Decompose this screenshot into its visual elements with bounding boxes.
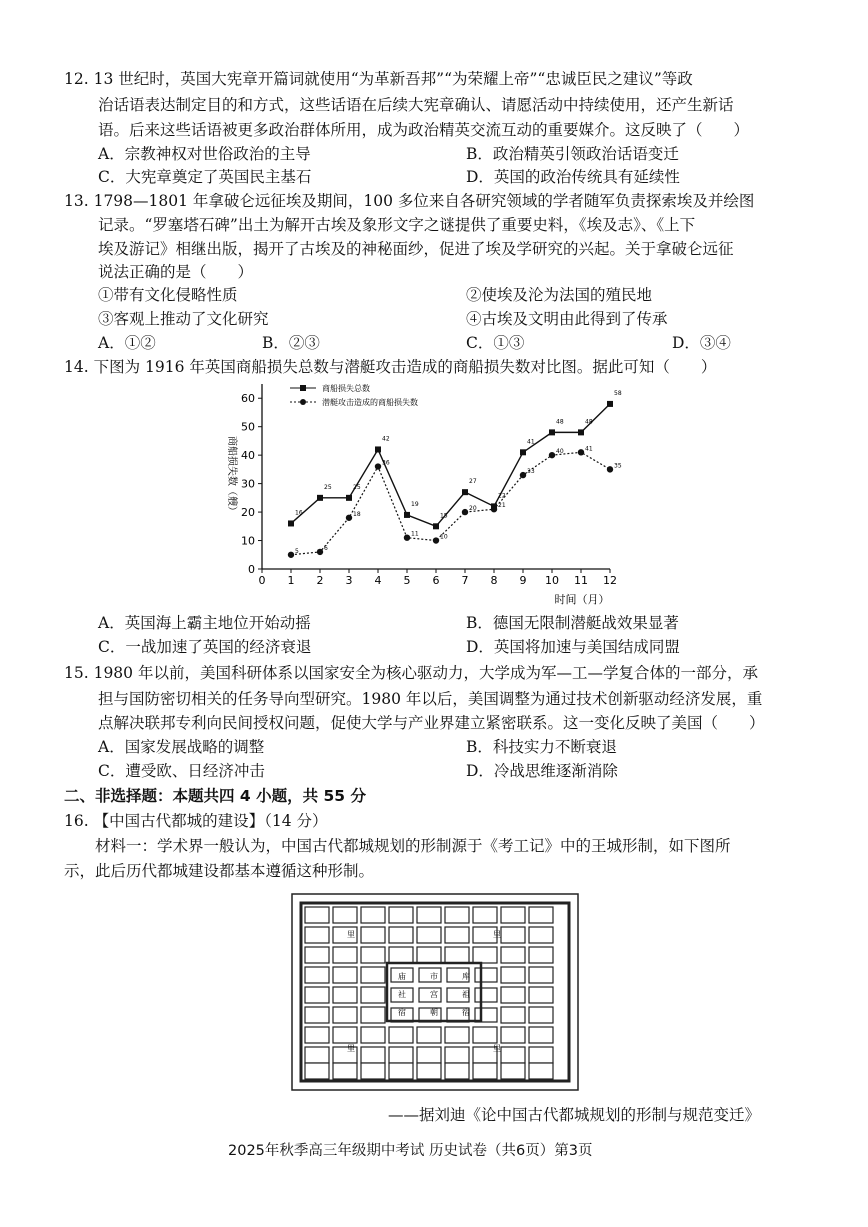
data-label: 21 (498, 502, 506, 510)
data-point-submarine (433, 537, 439, 543)
merchant-ship-loss-chart (212, 376, 624, 612)
data-label: 25 (324, 483, 332, 491)
city-block (333, 1007, 357, 1023)
y-axis-label: 商船损失数（艘） (226, 436, 237, 516)
label-li-bl: 里 (347, 1044, 355, 1053)
x-tick-label: 6 (432, 574, 440, 587)
y-tick-label: 10 (241, 534, 255, 548)
q12-option-b: B．政治精英引领政治话语变迁 (466, 145, 679, 163)
q13-stem-line2: 记录。“罗塞塔石碑”出土为解开古埃及象形文字之谜提供了重要史料，《埃及志》、《上下 (98, 216, 696, 234)
city-block (417, 947, 441, 963)
city-block (333, 1063, 357, 1079)
q12-stem-line2: 治话语表达制定目的和方式，这些话语在后续大宪章确认、请愿活动中持续使用，还产生新话 (98, 96, 734, 114)
data-label: 5 (295, 547, 299, 555)
data-point-submarine (288, 552, 294, 558)
label-li-tl: 里 (347, 930, 355, 939)
data-label: 33 (527, 468, 535, 476)
city-block (529, 967, 553, 983)
q15-option-a: A．国家发展战略的调整 (98, 738, 265, 756)
city-block (305, 987, 329, 1003)
q12-option-a: A．宗教神权对世俗政治的主导 (98, 145, 311, 163)
q15-stem-line1: 15. 1980 年以前，美国科研体系以国家安全为核心驱动力，大学成为军—工—学复合体的一部分，承 (64, 664, 758, 682)
city-block (475, 988, 497, 1002)
label-li-tr: 里 (493, 930, 501, 939)
section-2-heading: 二、非选择题：本题共四 4 小题，共 55 分 (64, 787, 366, 805)
q14-option-d: D．英国将加速与美国结成同盟 (466, 638, 680, 656)
city-block (389, 927, 413, 943)
data-label: 10 (440, 533, 448, 541)
x-tick-label: 1 (287, 574, 295, 587)
label-ku: 库 (462, 972, 470, 981)
label-she: 社 (398, 990, 406, 999)
city-block (389, 1027, 413, 1043)
data-label: 15 (440, 512, 448, 520)
city-block (417, 1027, 441, 1043)
q13-option-b: B．②③ (262, 334, 320, 352)
city-block (473, 1027, 497, 1043)
label-su-r: 宿 (462, 1008, 470, 1017)
data-point-submarine (607, 466, 613, 472)
data-point-submarine (404, 534, 410, 540)
data-label: 27 (469, 478, 477, 486)
x-tick-label: 4 (374, 574, 382, 587)
city-block (501, 947, 525, 963)
q14-option-b: B．德国无限制潜艇战效果显著 (466, 614, 679, 632)
q12-option-d: D．英国的政治传统具有延续性 (466, 168, 680, 186)
city-blocks (305, 907, 553, 1079)
city-block (389, 907, 413, 923)
city-block (445, 1027, 469, 1043)
data-label: 41 (527, 438, 535, 446)
data-label: 19 (411, 500, 419, 508)
city-block (417, 907, 441, 923)
city-block (473, 947, 497, 963)
city-block (333, 1027, 357, 1043)
q14-option-c: C．一战加速了英国的经济衰退 (98, 638, 312, 656)
label-gong: 宫 (430, 990, 438, 999)
x-tick-label: 10 (545, 574, 559, 587)
series-line-2 (291, 452, 610, 554)
city-block (501, 927, 525, 943)
q12-stem-line3: 语。后来这些话语被更多政治群体所用，成为政治精英交流互动的重要媒介。这反映了（ ） (98, 121, 750, 139)
city-block (445, 1047, 469, 1063)
q15-option-b: B．科技实力不断衰退 (466, 738, 617, 756)
city-block (333, 907, 357, 923)
data-label: 41 (585, 445, 593, 453)
data-label: 25 (353, 483, 361, 491)
city-block (417, 927, 441, 943)
legend-label-2: 潜艇攻击造成的商船损失数 (322, 398, 418, 407)
label-shi: 市 (430, 972, 438, 981)
city-block (305, 1063, 329, 1079)
data-point-total (375, 446, 381, 452)
city-block (361, 947, 385, 963)
q15-option-c: C．遭受欧、日经济冲击 (98, 762, 265, 780)
x-tick-label: 0 (258, 574, 266, 587)
city-block (361, 967, 385, 983)
city-block (417, 1047, 441, 1063)
data-point-total (607, 401, 613, 407)
city-block (361, 907, 385, 923)
city-block (445, 1063, 469, 1079)
q12-stem-line1: 12. 13 世纪时，英国大宪章开篇词就使用“为革新吾邦”“为荣耀上帝”“忠诚臣民之建议”等政 (64, 70, 693, 88)
data-label: 40 (556, 448, 564, 456)
city-block (473, 907, 497, 923)
city-block (361, 1063, 385, 1079)
data-point-submarine (578, 449, 584, 455)
page-footer: 2025年秋季高三年级期中考试 历史试卷（共6页）第3页 (228, 1143, 593, 1159)
q16-source: ——据刘迪《论中国古代都城规划的形制与规范变迁》 (388, 1106, 761, 1124)
city-block (473, 1063, 497, 1079)
city-block (529, 907, 553, 923)
city-block (333, 967, 357, 983)
x-tick-label: 12 (603, 574, 617, 587)
city-block (361, 1027, 385, 1043)
city-block (417, 1063, 441, 1079)
city-block (529, 1047, 553, 1063)
label-zu: 祖 (462, 990, 470, 999)
city-block (333, 987, 357, 1003)
city-block (529, 1063, 553, 1079)
x-tick-label: 8 (490, 574, 498, 587)
data-point-submarine (520, 472, 526, 478)
city-block (529, 947, 553, 963)
q13-stem-line4: 说法正确的是（ ） (98, 263, 254, 281)
data-label: 16 (295, 509, 303, 517)
city-block (389, 947, 413, 963)
x-tick-label: 7 (461, 574, 469, 587)
city-block (305, 947, 329, 963)
q14-stem: 14. 下图为 1916 年英国商船损失总数与潜艇攻击造成的商船损失数对比图。据此可知（ ） (64, 358, 717, 376)
city-block (389, 1047, 413, 1063)
data-point-submarine (375, 463, 381, 469)
data-point-submarine (317, 549, 323, 555)
city-block (501, 967, 525, 983)
data-point-total (404, 512, 410, 518)
data-label: 35 (614, 462, 622, 470)
q13-item-4: ④古埃及文明由此得到了传承 (466, 310, 668, 328)
city-block (305, 1047, 329, 1063)
city-block (305, 967, 329, 983)
data-label: 22 (498, 492, 506, 500)
x-tick-label: 9 (519, 574, 527, 587)
data-label: 48 (585, 418, 593, 426)
q14-option-a: A．英国海上霸主地位开始动摇 (98, 614, 311, 632)
q13-item-3: ③客观上推动了文化研究 (98, 310, 269, 328)
q16-material1-line2: 示，此后历代都城建设都基本遵循这种形制。 (64, 862, 375, 880)
city-block (475, 968, 497, 982)
q13-stem-line3: 埃及游记》相继出版，揭开了古埃及的神秘面纱，促进了埃及学研究的兴起。关于拿破仑远征 (98, 240, 734, 258)
q16-material1-line1: 材料一：学术界一般认为，中国古代都城规划的形制源于《考工记》中的王城形制，如下图所 (64, 837, 731, 855)
data-point-total (433, 523, 439, 529)
data-point-submarine (549, 452, 555, 458)
legend-marker-1 (300, 385, 306, 391)
x-tick-label: 5 (403, 574, 411, 587)
city-block (529, 1007, 553, 1023)
data-label: 6 (324, 544, 328, 552)
q13-item-2: ②使埃及沦为法国的殖民地 (466, 286, 653, 304)
data-point-total (549, 429, 555, 435)
q13-stem-line1: 13. 1798—1801 年拿破仑远征埃及期间，100 多位来自各研究领域的学者随军负责探索埃及并绘图 (64, 192, 755, 210)
city-block (501, 1047, 525, 1063)
data-point-total (317, 495, 323, 501)
city-block (501, 1007, 525, 1023)
data-point-total (462, 489, 468, 495)
city-block (305, 907, 329, 923)
x-tick-label: 3 (345, 574, 353, 587)
data-point-total (578, 429, 584, 435)
q15-option-d: D．冷战思维逐渐消除 (466, 762, 618, 780)
data-point-total (288, 520, 294, 526)
data-label: 42 (382, 435, 390, 443)
x-axis-label: 时间（月） (554, 593, 610, 606)
q13-option-d: D．③④ (672, 334, 731, 352)
city-block (389, 1063, 413, 1079)
city-block (361, 987, 385, 1003)
wangcheng-city-plan-diagram (291, 893, 579, 1091)
label-miao: 庙 (398, 972, 406, 981)
data-label: 48 (556, 418, 564, 426)
y-tick-label: 30 (241, 477, 255, 491)
city-block (361, 927, 385, 943)
q16-title: 16. 【中国古代都城的建设】（14 分） (64, 812, 328, 830)
q15-stem-line2: 担与国防密切相关的任务导向型研究。1980 年以后，美国调整为通过技术创新驱动经济发展，重 (98, 690, 763, 708)
data-point-submarine (462, 509, 468, 515)
city-block (305, 1007, 329, 1023)
city-block (501, 1063, 525, 1079)
city-block (305, 1027, 329, 1043)
data-label: 36 (382, 459, 390, 467)
city-block (445, 927, 469, 943)
city-block (305, 927, 329, 943)
q13-option-c: C．①③ (466, 334, 525, 352)
city-block (501, 987, 525, 1003)
data-point-total (346, 495, 352, 501)
city-block (445, 947, 469, 963)
data-point-submarine (491, 506, 497, 512)
label-li-br: 里 (493, 1044, 501, 1053)
x-tick-label: 11 (574, 574, 588, 587)
city-block (361, 1007, 385, 1023)
data-point-total (520, 449, 526, 455)
y-tick-label: 40 (241, 449, 255, 463)
x-tick-label: 2 (316, 574, 324, 587)
city-block (445, 907, 469, 923)
legend-label-1: 商船损失总数 (322, 384, 370, 393)
y-tick-label: 0 (248, 563, 255, 576)
q13-option-a: A．①② (98, 334, 156, 352)
city-block (501, 907, 525, 923)
data-label: 18 (353, 510, 361, 518)
legend-marker-2 (300, 399, 306, 405)
y-tick-label: 60 (241, 392, 255, 406)
city-block (529, 1027, 553, 1043)
q12-option-c: C．大宪章奠定了英国民主基石 (98, 168, 312, 186)
y-tick-label: 20 (241, 506, 255, 520)
city-block (361, 1047, 385, 1063)
data-label: 58 (614, 389, 622, 397)
city-block (501, 1027, 525, 1043)
data-label: 11 (411, 530, 419, 538)
data-point-submarine (346, 515, 352, 521)
y-tick-label: 50 (241, 420, 255, 434)
label-chao: 朝 (430, 1008, 438, 1017)
data-label: 20 (469, 505, 477, 513)
city-block (529, 987, 553, 1003)
city-block (333, 947, 357, 963)
label-su-l: 宿 (398, 1008, 406, 1017)
q13-item-1: ①带有文化侵略性质 (98, 286, 238, 304)
city-block (529, 927, 553, 943)
q15-stem-line3: 点解决联邦专利向民间授权问题，促使大学与产业界建立紧密联系。这一变化反映了美国（ ） (98, 714, 765, 732)
